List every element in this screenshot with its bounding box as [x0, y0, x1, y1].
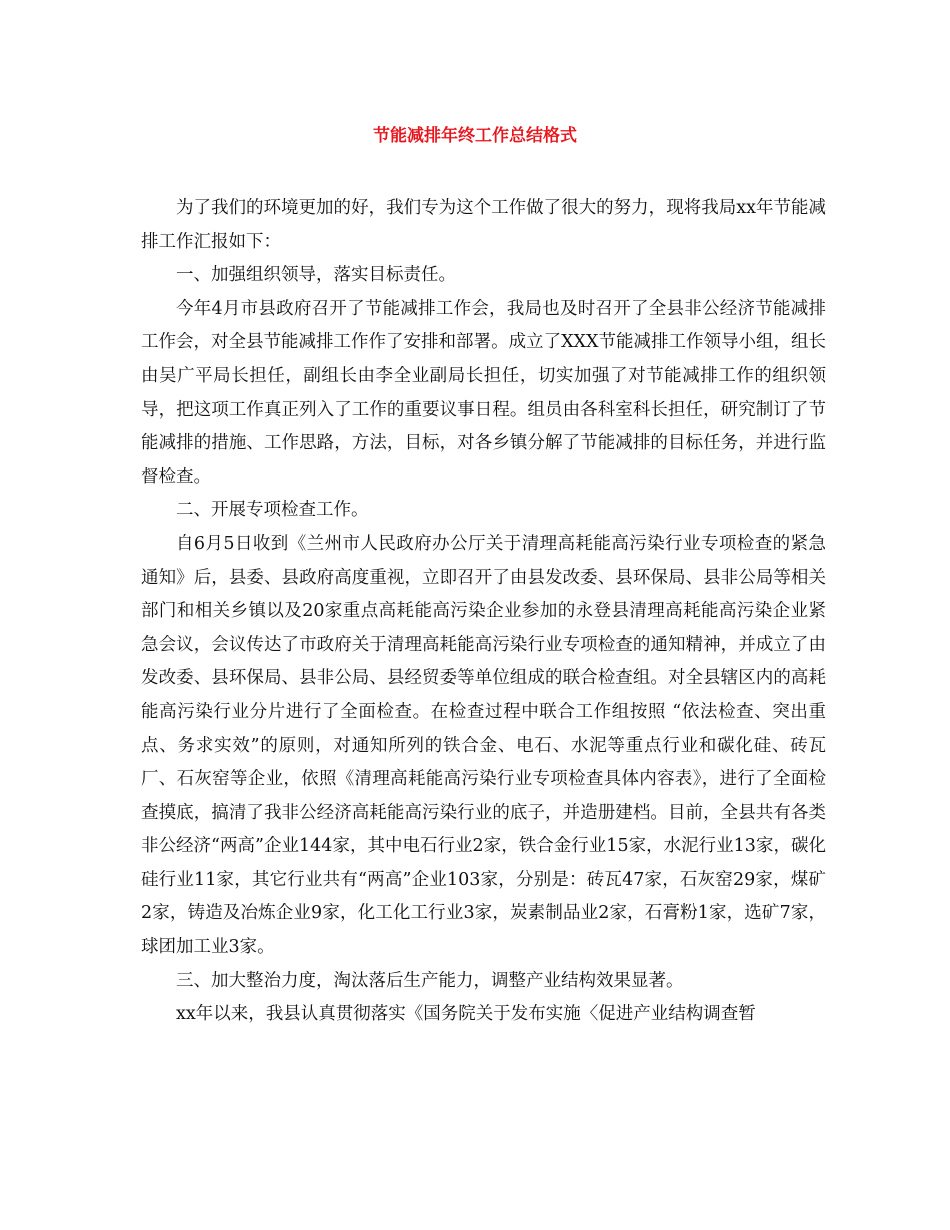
section-heading-1: 一、加强组织领导，落实目标责任。 — [176, 265, 456, 286]
section-heading-2: 二、开展专项检查工作。 — [176, 500, 369, 521]
document-title: 节能减排年终工作总结格式 — [373, 126, 577, 146]
paragraph-section-1: 今年4月市县政府召开了节能减排工作会，我局也及时召开了全县非公经济节能减排工作会，对全县节能减排工作作了安排和部署。成立了XXX节能减排工作领导小组，组长由吴广平局长担任，副组长由李全业副局长担任，切实加强了对节能减排工作的组织领导，把这项工作真正列入了工作的重要议事日程。组员由各科室科长担任，研究制订了节能减排的措施、工作思路，方法，目标，对各乡镇分解了节能减排的目标任务，并进行监督检查。 — [141, 298, 826, 487]
section-heading-3: 三、加大整治力度，淘汰落后生产能力，调整产业结构效果显著。 — [176, 970, 684, 991]
paragraph-section-2: 自6月5日收到《兰州市人民政府办公厅关于清理高耗能高污染行业专项检查的紧急通知》后，县委、县政府高度重视，立即召开了由县发改委、县环保局、县非公局等相关部门和相关乡镇以及20家重点高耗能高污染企业参加的永登县清理高耗能高污染企业紧急会议，会议传达了市政府关于清理高耗能高污染行业专项检查的通知精神，并成立了由发改委、县环保局、县非公局、县经贸委等单位组成的联合检查组。对全县辖区内的高耗能高污染行业分片进行了全面检查。在检查过程中联合工作组按照 “依法检查、突出重点、务求实效”的原则，对通知所列的铁合金、电石、水泥等重点行业和碳化硅、砖瓦厂、石灰窑等企业，依照《清理高耗能高污染行业专项检查具体内容表》，进行了全面检查摸底，搞清了我非公经济高耗能高污染行业的底子，并造册建档。目前，全县共有各类非公经济“两高”企业144家，其中电石行业2家，铁合金行业15家，水泥行业13家，碳化硅行业11家，其它行业共有“两高”企业103家，分别是：砖瓦47家，石灰窑29家，煤矿2家，铸造及冶炼企业9家，化工化工行业3家，炭素制品业2家，石膏粉1家，选矿7家，球团加工业3家。 — [141, 533, 826, 958]
paragraph-intro: 为了我们的环境更加的好，我们专为这个工作做了很大的努力，现将我局xx年节能减排工作汇报如下： — [141, 198, 826, 252]
paragraph-section-3: xx年以来，我县认真贯彻落实《国务院关于发布实施〈促进产业结构调查暂 — [176, 1004, 756, 1025]
document-body — [141, 192, 826, 1032]
